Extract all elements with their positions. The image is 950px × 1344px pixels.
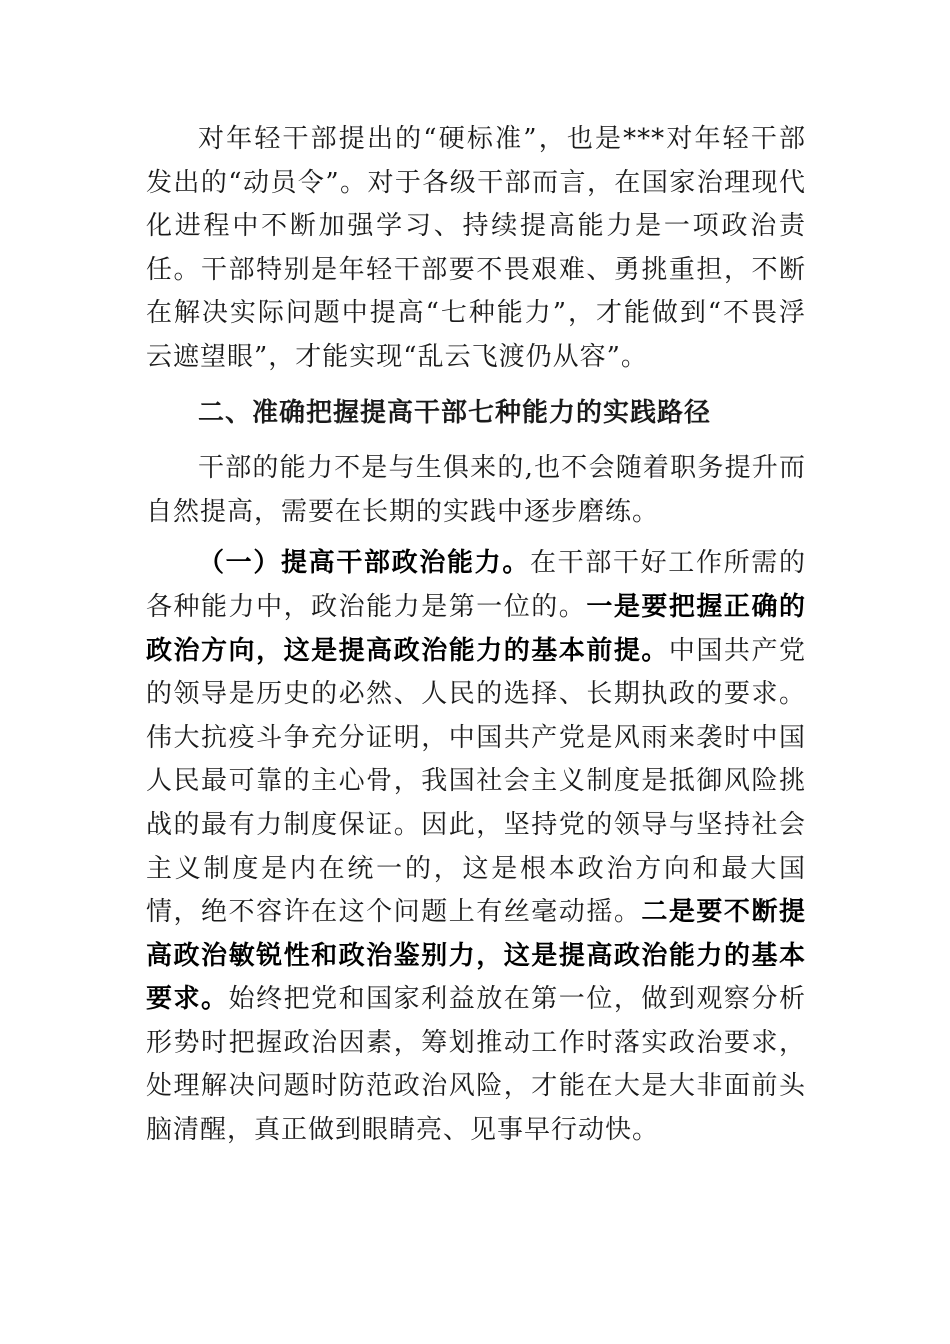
political-ability-paragraph — [146, 542, 806, 1152]
point-two-bold: 二是要不断提高政治敏锐性和政治鉴别力，这是提高政治能力的基本要求。 — [146, 897, 806, 1015]
point-one-bold: 一是要把握正确的政治方向，这是提高政治能力的基本前提。 — [146, 591, 806, 666]
paragraph-text: 中国共产党的领导是历史的必然、人民的选择、长期执政的要求。伟大抗疫斗争充分证明，中国共产党是风雨来袭时中国人民最可靠的主心骨，我国社会主义制度是抵御风险挑战的最有力制度保证。因此，坚持党的领导与坚持社会主义制度是内在统一的，这是根本政治方向和最大国情，绝不容许在这个问题上有丝毫动摇。 — [146, 635, 806, 928]
document-body — [146, 118, 806, 1153]
section-heading: 二、准确把握提高干部七种能力的实践路径 — [198, 397, 712, 428]
subsection-title: （一）提高干部政治能力。 — [198, 548, 530, 579]
paragraph-text: 始终把党和国家利益放在第一位，做到观察分析形势时把握政治因素，筹划推动工作时落实政治要求，处理解决问题时防范政治风险，才能在大是大非面前头脑清醒，真正做到眼睛亮、见事早行动快。 — [146, 984, 806, 1146]
section-intro-paragraph: 干部的能力不是与生俱来的,也不会随着职务提升而自然提高，需要在长期的实践中逐步磨练。 — [146, 453, 806, 527]
intro-paragraph: 对年轻干部提出的“硬标准”，也是***对年轻干部发出的“动员令”。对于各级干部而言，在国家治理现代化进程中不断加强学习、持续提高能力是一项政治责任。干部特别是年轻干部要不畏艰难、勇挑重担，不断在解决实际问题中提高“七种能力”，才能做到“不畏浮云遮望眼”，才能实现“乱云飞渡仍从容”。 — [146, 124, 806, 372]
paragraph-text: 在干部干好工作所需的各种能力中，政治能力是第一位的。 — [146, 548, 806, 622]
